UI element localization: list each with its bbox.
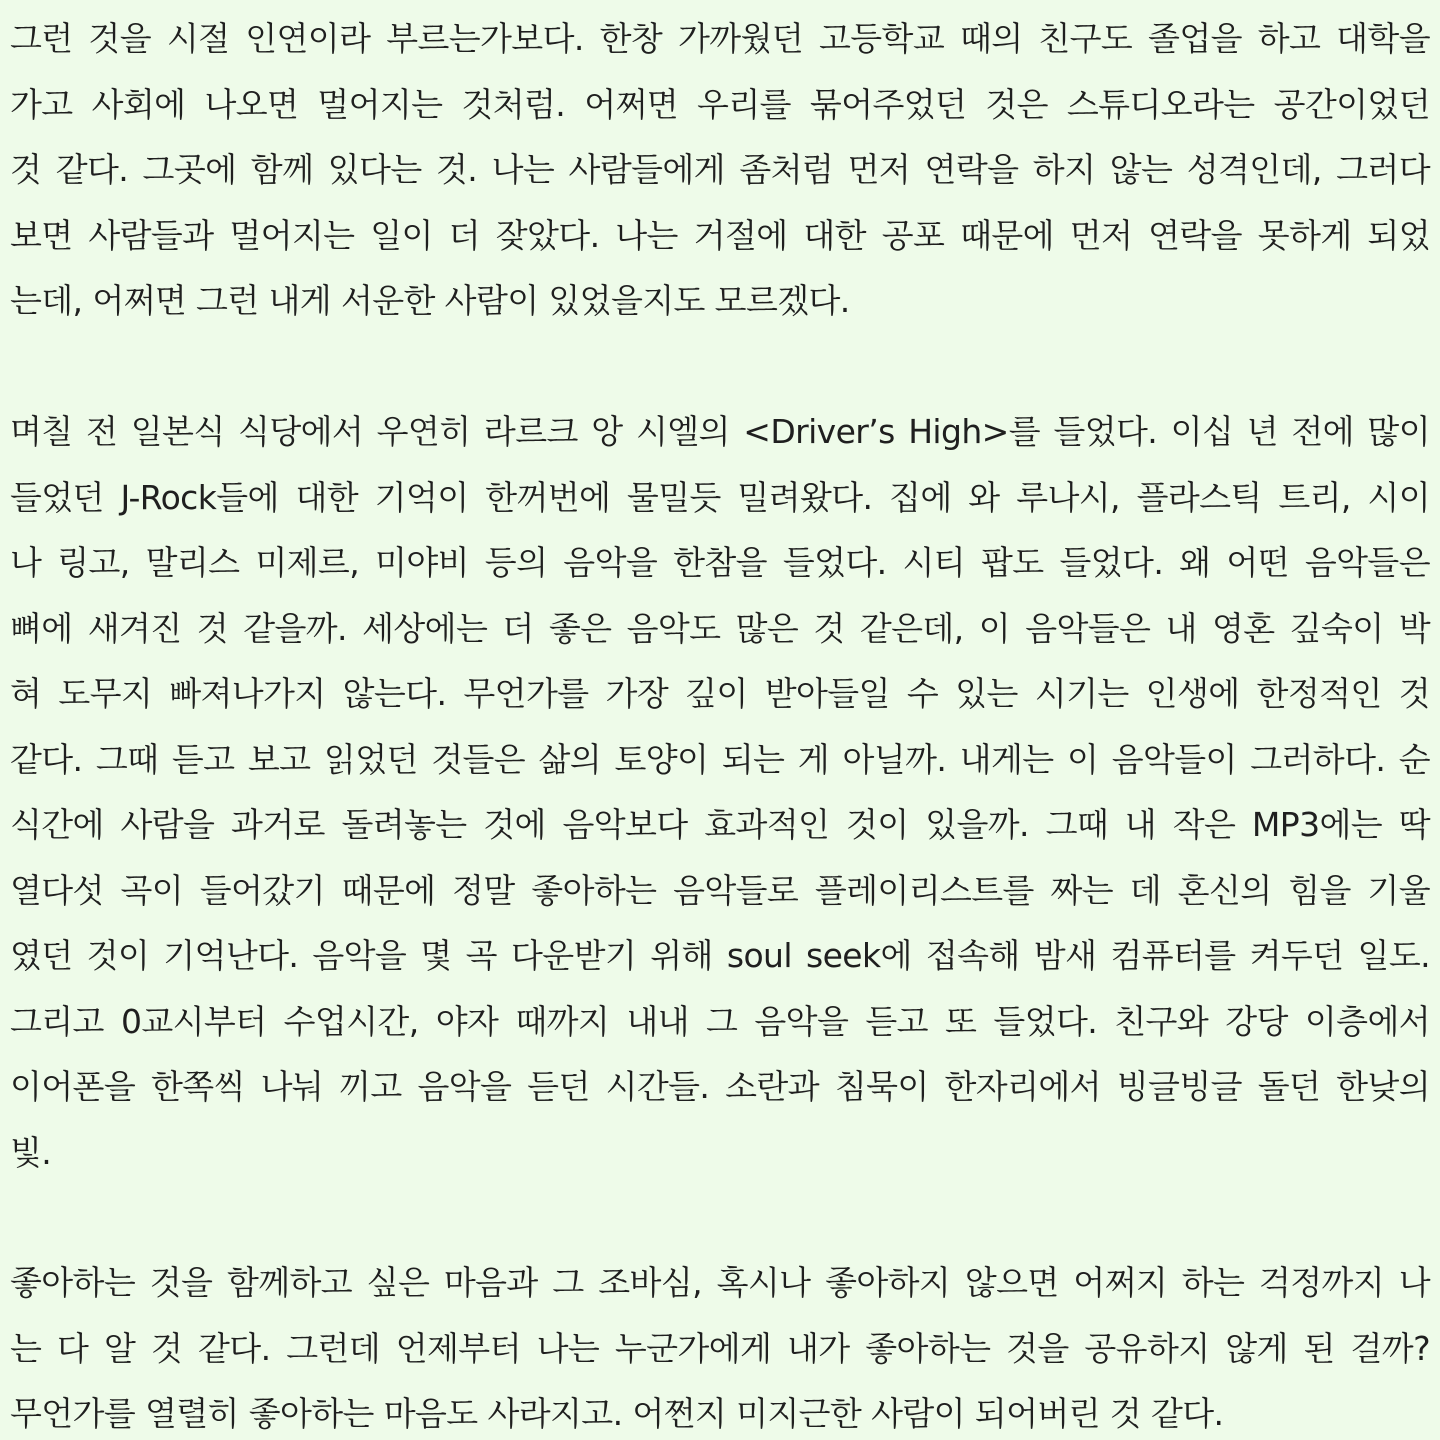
text-line: 나 링고, 말리스 미제르, 미야비 등의 음악을 한참을 들었다. 시티 팝도 들었다. 왜 어떤 음악들은 xyxy=(10,543,1430,582)
paragraph-1 xyxy=(10,6,1430,334)
text-line: 그런 것을 시절 인연이라 부르는가보다. 한창 가까웠던 고등학교 때의 친구도 졸업을 하고 대학을 xyxy=(10,19,1430,58)
text-line: 는데, 어쩌면 그런 내게 서운한 사람이 있었을지도 모르겠다. xyxy=(10,281,850,320)
text-line: 가고 사회에 나오면 멀어지는 것처럼. 어쩌면 우리를 묶어주었던 것은 스튜디오라는 공간이었던 xyxy=(10,84,1430,124)
text-line: 는 다 알 것 같다. 그런데 언제부터 나는 누군가에게 내가 좋아하는 것을 공유하지 않게 된 걸까? xyxy=(10,1328,1430,1368)
text-line: 며칠 전 일본식 식당에서 우연히 라르크 앙 시엘의 <Driver’s High>를 들었다. 이십 년 전에 많이 xyxy=(10,412,1430,451)
text-line: 들었던 J-Rock들에 대한 기억이 한꺼번에 물밀듯 밀려왔다. 집에 와 루나시, 플라스틱 트리, 시이 xyxy=(10,477,1430,517)
text-line: 그리고 0교시부터 수업시간, 야자 때까지 내내 그 음악을 듣고 또 들었다. 친구와 강당 이층에서 xyxy=(10,1001,1430,1041)
text-line: 보면 사람들과 멀어지는 일이 더 잦았다. 나는 거절에 대한 공포 때문에 먼저 연락을 못하게 되었 xyxy=(10,215,1430,255)
text-line: 것 같다. 그곳에 함께 있다는 것. 나는 사람들에게 좀처럼 먼저 연락을 하지 않는 성격인데, 그러다 xyxy=(10,150,1430,189)
paragraph-2 xyxy=(10,399,1430,1185)
text-line: 혀 도무지 빠져나가지 않는다. 무언가를 가장 깊이 받아들일 수 있는 시기는 인생에 한정적인 것 xyxy=(10,674,1430,713)
text-line: 뼈에 새겨진 것 같을까. 세상에는 더 좋은 음악도 많은 것 같은데, 이 음악들은 내 영혼 깊숙이 박 xyxy=(10,608,1430,648)
text-line: 빛. xyxy=(10,1132,52,1172)
text-line: 같다. 그때 듣고 보고 읽었던 것들은 삶의 토양이 되는 게 아닐까. 내게는 이 음악들이 그러하다. 순 xyxy=(10,739,1430,779)
text-line: 무언가를 열렬히 좋아하는 마음도 사라지고. 어쩐지 미지근한 사람이 되어버린 것 같다. xyxy=(10,1394,1224,1433)
text-line: 이어폰을 한쪽씩 나눠 끼고 음악을 듣던 시간들. 소란과 침묵이 한자리에서 빙글빙글 돌던 한낮의 xyxy=(10,1067,1430,1106)
text-line: 식간에 사람을 과거로 돌려놓는 것에 음악보다 효과적인 것이 있을까. 그때 내 작은 MP3에는 딱 xyxy=(10,805,1430,844)
text-line: 였던 것이 기억난다. 음악을 몇 곡 다운받기 위해 soul seek에 접속해 밤새 컴퓨터를 켜두던 일도. xyxy=(10,936,1430,975)
text-line: 좋아하는 것을 함께하고 싶은 마음과 그 조바심, 혹시나 좋아하지 않으면 어쩌지 하는 걱정까지 나 xyxy=(10,1263,1430,1302)
text-line: 열다섯 곡이 들어갔기 때문에 정말 좋아하는 음악들로 플레이리스트를 짜는 데 혼신의 힘을 기울 xyxy=(10,870,1430,910)
paragraph-3 xyxy=(10,1250,1430,1440)
